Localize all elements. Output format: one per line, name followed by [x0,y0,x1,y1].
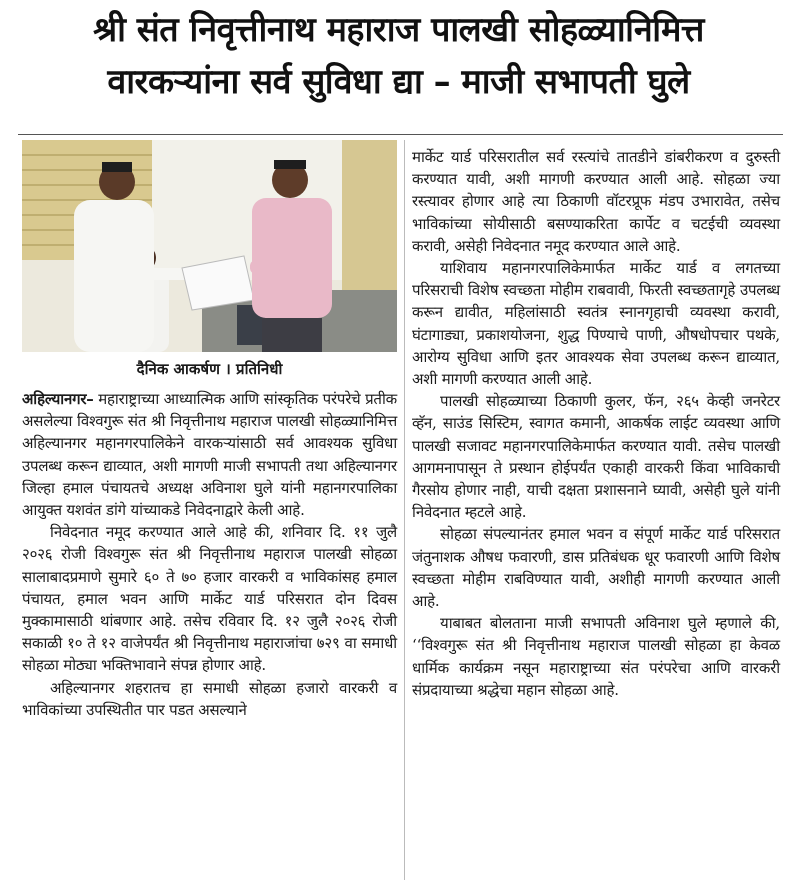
left-paragraph-3: अहिल्यानगर शहरातच हा समाधी सोहळा हजारो वारकरी व भाविकांच्या उपस्थितीत पार पडत असल्याने [22,678,397,719]
dateline: अहिल्यानगर– [22,390,94,408]
news-photo [22,140,397,352]
right-paragraph-4: सोहळा संपल्यानंतर हमाल भवन व संपूर्ण मार्केट यार्ड परिसरात जंतुनाशक औषध फवारणी, डास प्रतिबंधक धूर फवारणी आणि विशेष स्वच्छता मोहीम राबविण्यात यावी, अशीही मागणी करण्यात आली आहे. [412,525,780,611]
left-paragraph-2: निवेदनात नमूद करण्यात आले आहे की, शनिवार दि. ११ जुलै २०२६ रोजी विश्वगुरू संत श्री निवृत्तीनाथ महाराज पालखी सोहळा सालाबादप्रमाणे सुमारे ६० ते ७० हजार वारकरी व भाविकांसह हमाल पंचायत, हमाल भवन आणि मार्केट यार्ड परिसरात दोन दिवस मुक्कामासाठी थांबणार आहे. तसेच रविवार दि. १२ जुलै २०२६ रोजी सकाळी १० ते १२ वाजेपर्यंत श्री निवृत्तीनाथ महाराजांचा ७२९ वा समाधी सोहळा मोठ्या भक्तिभावाने संपन्न होणार आहे. [22,523,397,675]
headline-rule [18,134,783,135]
column-divider [404,140,405,880]
headline-line-2: वारकऱ्यांना सर्व सुविधा द्या – माजी सभापती घुले [107,62,690,102]
headline [0,4,797,108]
right-paragraph-3: पालखी सोहळ्याच्या ठिकाणी कुलर, फॅन, २६५ केव्ही जनरेटर व्हॅन, साउंड सिस्टिम, स्वागत कमानी, आकर्षक लाईट व्यवस्था आणि पालखी सजावट महानगरपालिकेमार्फत करण्यात यावी. तसेच पालखी आगमनापासून ते प्रस्थान होईपर्यंत एकाही वारकरी किंवा भाविकाची गैरसोय होणार नाही, याची दक्षता प्रशासनाने घ्यावी, असेही घुले यांनी निवेदनात म्हटले आहे. [412,392,780,522]
photo-illustration [22,140,397,352]
photo-caption: दैनिक आकर्षण । प्रतिनिधी [136,360,283,378]
right-paragraph-5: याबाबत बोलताना माजी सभापती अविनाश घुले म्हणाले की, ‘‘विश्वगुरू संत श्री निवृत्तीनाथ महाराज पालखी सोहळा हा केवळ धार्मिक कार्यक्रम नसून महाराष्ट्राच्या संत परंपरेचा आणि वारकरी संप्रदायाच्या श्रद्धेचा महान सोहळा आहे. [412,614,780,699]
right-column [412,146,780,701]
right-paragraph-2: याशिवाय महानगरपालिकेमार्फत मार्केट यार्ड व लगतच्या परिसराची विशेष स्वच्छता मोहीम राबवावी, फिरती स्वच्छतागृहे उपलब्ध करून द्यावीत, महिलांसाठी स्वतंत्र स्नानगृहाची व्यवस्था करावी, घंटागाड्या, प्रकाशयोजना, शुद्ध पिण्याचे पाणी, औषधोपचार पथके, आरोग्य सुविधा आणि इतर आवश्यक सेवा उपलब्ध करून द्याव्यात, अशी मागणी करण्यात आली आहे. [412,259,780,389]
left-paragraph-1-text: महाराष्ट्राच्या आध्यात्मिक आणि सांस्कृतिक परंपरेचे प्रतीक असलेल्या विश्वगुरू संत श्री निवृत्तीनाथ महाराज पालखी सोहळ्यानिमित्त अहिल्यानगर महानगरपालिकेने वारकऱ्यांसाठी सर्व आवश्यक सुविधा उपलब्ध करून द्याव्यात, अशी मागणी माजी सभापती तथा अहिल्यानगर जिल्हा हमाल पंचायतचे अध्यक्ष अविनाश घुले यांनी महानगरपालिका आयुक्त यशवंत डांगे यांच्याकडे निवेदनाद्वारे केली आहे. [22,390,397,520]
headline-line-1: श्री संत निवृत्तीनाथ महाराज पालखी सोहळ्यानिमित्त [93,10,704,50]
left-column [22,388,397,721]
left-paragraph-1 [22,388,397,521]
right-paragraph-1: मार्केट यार्ड परिसरातील सर्व रस्त्यांचे तातडीने डांबरीकरण व दुरुस्ती करण्यात यावी, अशी मागणी करण्यात आली आहे. सोहळा ज्या रस्त्यावर होणार आहे त्या ठिकाणी वॉटरप्रूफ मंडप उभारावेत, तसेच भाविकांच्या सोयीसाठी बसण्याकरिता कार्पेट व चटईची व्यवस्था करावी, असेही निवेदनात नमूद करण्यात आले आहे. [412,148,780,255]
